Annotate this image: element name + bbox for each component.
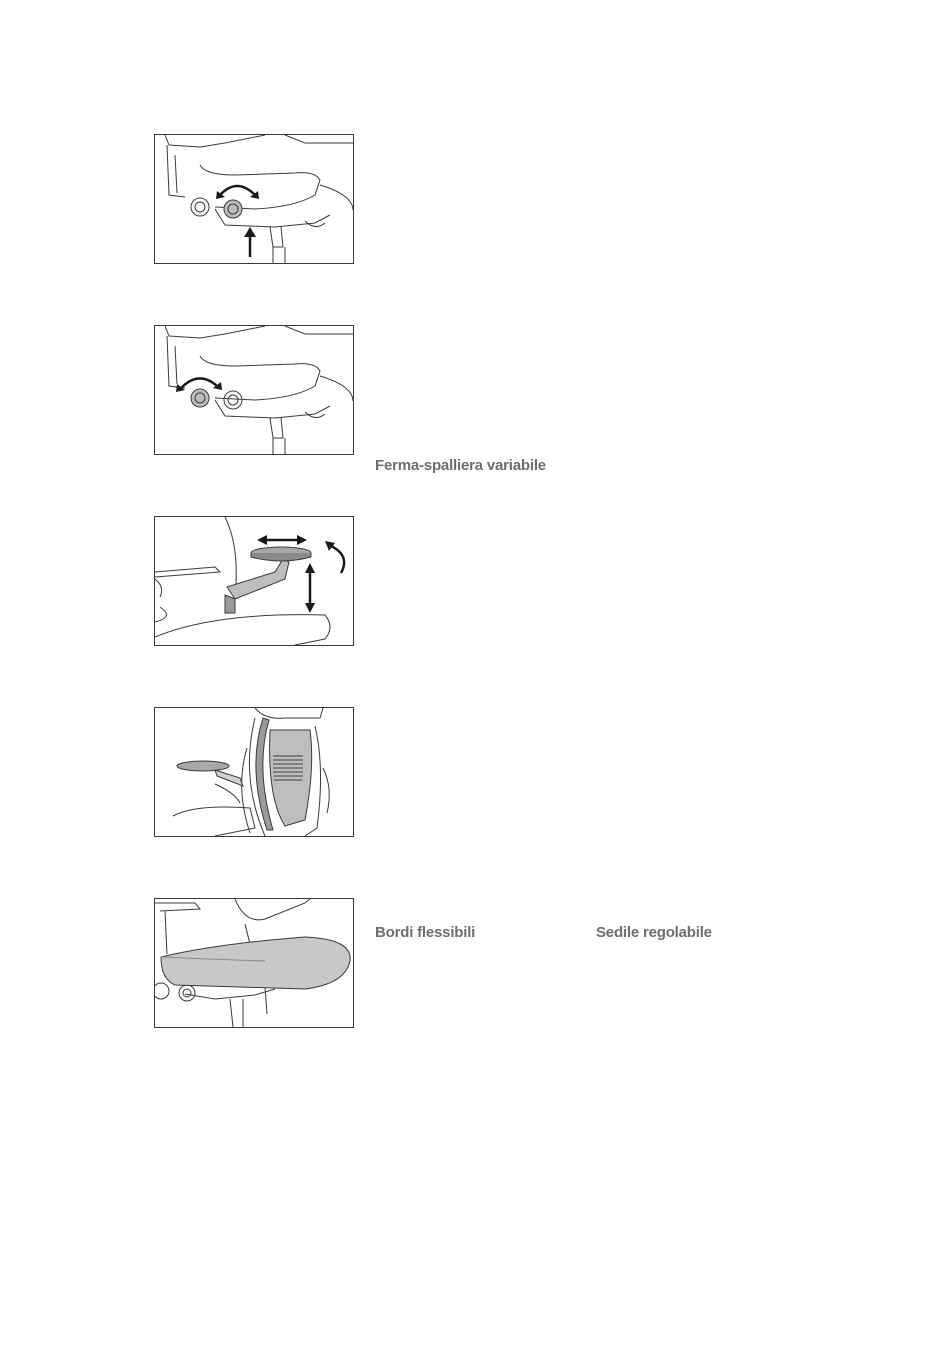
caption-backstop: Ferma-spalliera variabile (375, 457, 546, 474)
chair-mechanism-drawing (155, 135, 353, 263)
up-arrow-icon (244, 227, 256, 257)
illustration-backrest (154, 707, 354, 837)
rotate-arrow-icon (216, 186, 259, 199)
seat-drawing (155, 899, 353, 1027)
illustration-backstop-knob (154, 325, 354, 455)
vertical-arrow-icon (305, 563, 315, 613)
caption-adjustable-seat: Sedile regolabile (596, 924, 712, 941)
backrest-drawing (155, 708, 353, 836)
chair-mechanism-drawing (155, 326, 353, 454)
horizontal-arrow-icon (257, 535, 307, 545)
illustration-armrest (154, 516, 354, 646)
pivot-arrow-icon (325, 541, 344, 573)
illustration-seat (154, 898, 354, 1028)
armrest-drawing (155, 517, 353, 645)
caption-flexible-edges: Bordi flessibili (375, 924, 476, 941)
illustration-tension-knob (154, 134, 354, 264)
